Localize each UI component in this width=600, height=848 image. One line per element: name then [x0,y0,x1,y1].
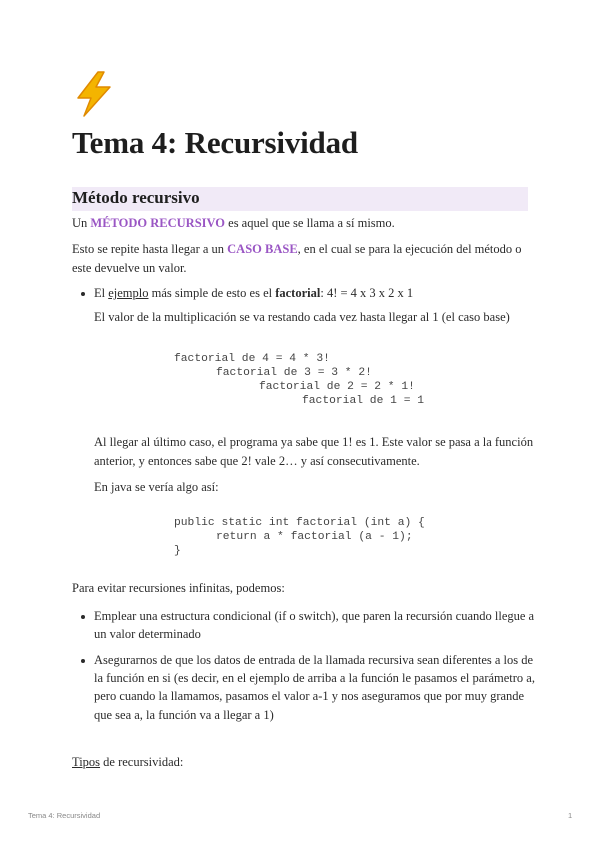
paragraph-definition [72,213,395,234]
bullet-dot [81,659,85,663]
avoid-intro: Para evitar recursiones infinitas, podemos: [72,581,285,595]
after-code-line2: anterior, y entonces sabe que 2! vale 2… y así consecutivamente. [94,454,420,468]
avoid-item2-line3: pero cuando la llamamos, pasamos el valor a-1 y nos aseguramos que por muy grande [94,689,525,703]
bullet-factorial [94,283,413,304]
page-title: Tema 4: Recursividad [72,125,358,160]
footer-doc-title: Tema 4: Recursividad [28,811,101,820]
java-intro: En java se vería algo así: [94,480,219,494]
text: El [94,286,109,300]
tipos-heading [72,752,183,773]
after-code-line1: Al llegar al último caso, el programa ya sabe que 1! es 1. Este valor se pasa a la función [94,435,534,449]
highlight-metodo-recursivo: MÉTODO RECURSIVO [90,216,226,230]
avoid-item2-line2: la función en si (es decir, en el ejemplo de arriba a la función le pasamos el parámetro a, [94,671,535,685]
code-line: factorial de 1 = 1 [302,395,425,407]
bold-factorial: factorial [275,286,321,300]
avoid-item1-line1: Emplear una estructura condicional (if o switch), que paren la recursión cuando llegue a [94,609,535,623]
section-heading: Método recursivo [72,188,200,207]
bullet-dot [81,292,85,296]
text: Un [72,216,91,230]
underlined-tipos: Tipos [72,755,101,769]
code-line: public static int factorial (int a) { [174,517,425,529]
code-line: factorial de 4 = 4 * 3! [174,353,330,365]
code-line: factorial de 3 = 3 * 2! [216,367,372,379]
text: , en el cual se para la ejecución del método o [297,242,522,256]
text: : 4! = 4 x 3 x 2 x 1 [320,286,414,300]
highlight-caso-base: CASO BASE [227,242,298,256]
bullet-dot [81,615,85,619]
text: más simple de esto es el [148,286,276,300]
factorial-explanation: El valor de la multiplicación se va restando cada vez hasta llegar al 1 (el caso base) [94,310,510,324]
code-line: } [174,545,181,557]
section-heading-bar [72,187,528,211]
paragraph-caso-base-line1 [72,239,522,260]
text: Esto se repite hasta llegar a un [72,242,228,256]
underlined-ejemplo: ejemplo [108,286,149,300]
code-line: return a * factorial (a - 1); [216,531,413,543]
avoid-item1-line2: un valor determinado [94,627,201,641]
footer-page-number: 1 [568,811,573,820]
lightning-bolt-icon [72,70,116,118]
paragraph-caso-base-line2: este devuelve un valor. [72,261,187,275]
code-line: factorial de 2 = 2 * 1! [259,381,415,393]
text: es aquel que se llama a sí mismo. [225,216,395,230]
avoid-item2-line1: Asegurarnos de que los datos de entrada de la llamada recursiva sean diferentes a los de [94,653,534,667]
text: de recursividad: [100,755,184,769]
avoid-item2-line4: que sea a, la función va a llegar a 1) [94,708,274,722]
